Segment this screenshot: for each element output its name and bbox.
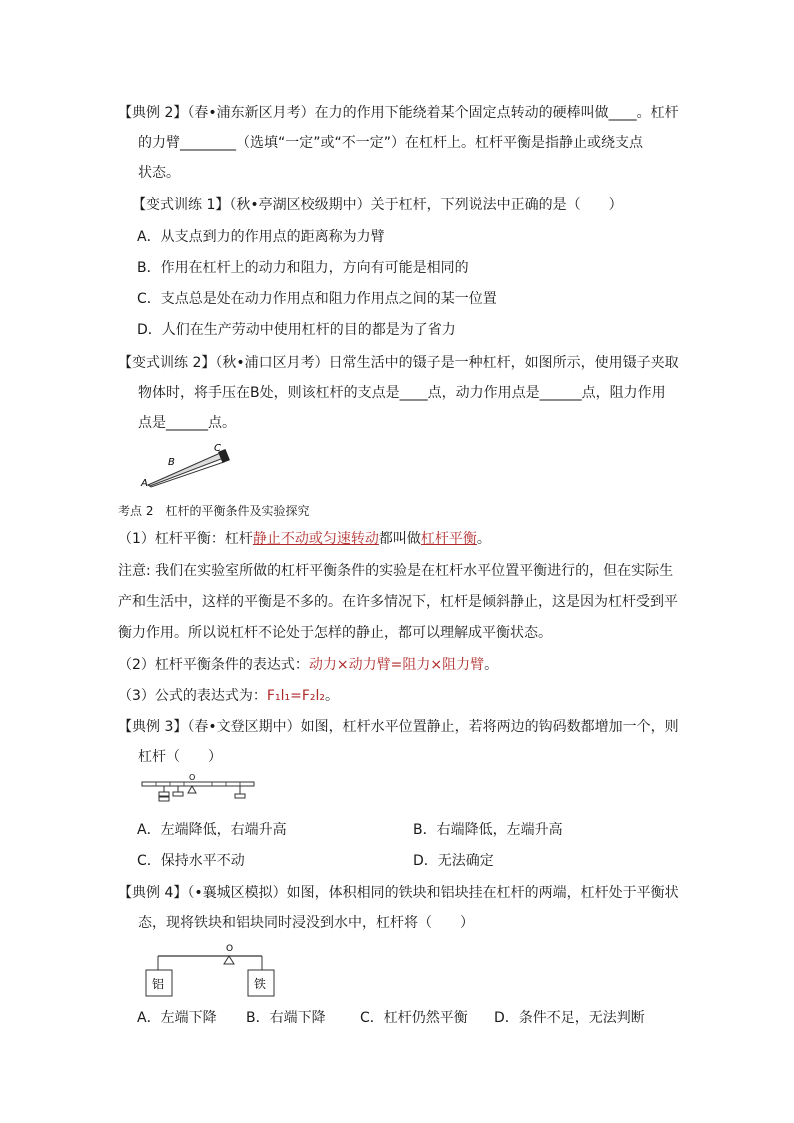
ex4-option-a: A．左端下降 — [137, 1010, 217, 1026]
lever-bar — [142, 782, 254, 786]
ex4-line2: 态，现将铁块和铝块同时浸没到水中，杠杆将（ ） — [138, 915, 474, 931]
item3-prefix: （3）公式的表达式为： — [118, 688, 267, 704]
var2-line3: 点是______点。 — [138, 415, 236, 431]
tweezers-figure — [138, 440, 238, 492]
left-weight-1 — [159, 792, 169, 796]
item3-end: 。 — [325, 688, 339, 704]
right-weight — [235, 794, 245, 798]
point2-item3 — [118, 687, 339, 705]
var1-stem: 【变式训练 1】（秋•亭湖区校级期中）关于杠杆，下列说法中正确的是（ ） — [132, 197, 623, 213]
point2-item1 — [118, 530, 491, 548]
left-weight-2 — [159, 797, 169, 801]
label-a: A — [141, 478, 148, 489]
fulcrum-ex4 — [224, 956, 234, 964]
tweezers-arm-upper — [148, 452, 224, 486]
ex4-line1: 【典例 4】（•襄城区模拟）如图，体积相同的铁块和铝块挂在杠杆的两端，杠杆处于平衡状 — [118, 885, 679, 901]
ex3-option-d: D．无法确定 — [413, 853, 494, 869]
label-c: C — [214, 443, 221, 454]
item2-prefix: （2）杠杆平衡条件的表达式： — [118, 657, 309, 673]
fulcrum-label: O — [189, 773, 196, 782]
left-weight-3 — [173, 792, 183, 796]
var1-option-b: B．作用在杠杆上的动力和阻力，方向有可能是相同的 — [137, 260, 469, 276]
fulcrum — [188, 786, 196, 793]
var1-option-a: A．从支点到力的作用点的距离称为力臂 — [137, 229, 385, 245]
lever-figure-ex3 — [140, 772, 260, 808]
ex3-line2: 杠杆（ ） — [138, 749, 222, 765]
ex2-line3: 状态。 — [138, 165, 180, 181]
ex4-option-c: C．杠杆仍然平衡 — [360, 1010, 468, 1026]
label-b: B — [168, 457, 175, 468]
ex3-line1: 【典例 3】（春•文登区期中）如图，杠杆水平位置静止，若将两边的钩码数都增加一个，则 — [118, 719, 679, 735]
item1-mid: 都叫做 — [378, 531, 421, 547]
ex4-option-b: B．右端下降 — [246, 1010, 326, 1026]
var2-line2: 物体时，将手压在B处，则该杠杆的支点是____点，动力作用点是______点，阻力作用 — [138, 385, 666, 401]
aluminum-label: 铝 — [152, 977, 165, 991]
ex4-option-d: D．条件不足，无法判断 — [494, 1010, 645, 1026]
item2-formula: 动力×动力臂=阻力×阻力臂 — [308, 657, 485, 673]
var1-option-d: D．人们在生产劳动中使用杠杆的目的都是为了省力 — [137, 322, 456, 338]
iron-label: 铁 — [254, 977, 267, 991]
note-line2: 产和生活中，这样的平衡是不多的。在许多情况下，杠杆是倾斜静止，这是因为杠杆受到平 — [118, 594, 678, 610]
item1-highlight-2: 杠杆平衡 — [420, 531, 477, 547]
point2-item2 — [118, 656, 498, 674]
lever-figure-ex4 — [140, 940, 290, 1000]
ex3-option-a: A．左端降低，右端升高 — [137, 822, 287, 838]
item1-highlight: 静止不动或匀速转动 — [252, 531, 379, 547]
var2-line1: 【变式训练 2】（秋•浦口区月考）日常生活中的镊子是一种杠杆，如图所示，使用镊子夹取 — [118, 355, 679, 371]
point2-title: 考点 2 杠杆的平衡条件及实验探究 — [118, 504, 310, 518]
item1-end: 。 — [476, 531, 491, 547]
ex3-option-c: C．保持水平不动 — [137, 853, 245, 869]
fulcrum-label-ex4: O — [226, 944, 234, 954]
ex2-line2: 的力臂________（选填“一定”或“不一定”）在杠杆上。杠杆平衡是指静止或绕支点 — [138, 135, 644, 151]
item1-prefix: （1）杠杆平衡：杠杆 — [118, 531, 253, 547]
item3-formula: F₁l₁=F₂l₂ — [266, 688, 325, 704]
ex3-option-b: B．右端降低，左端升高 — [413, 822, 563, 838]
note-line3: 衡力作用。所以说杠杆不论处于怎样的静止，都可以理解成平衡状态。 — [118, 625, 552, 641]
item2-end: 。 — [484, 657, 499, 673]
note-line1: 注意: 我们在实验室所做的杠杆平衡条件的实验是在杠杆水平位置平衡进行的，但在实际生 — [118, 563, 674, 579]
var1-option-c: C．支点总是处在动力作用点和阻力作用点之间的某一位置 — [137, 291, 497, 307]
ex2-line1: 【典例 2】（春•浦东新区月考）在力的作用下能绕着某个固定点转动的硬棒叫做____。杠杆 — [118, 105, 679, 121]
